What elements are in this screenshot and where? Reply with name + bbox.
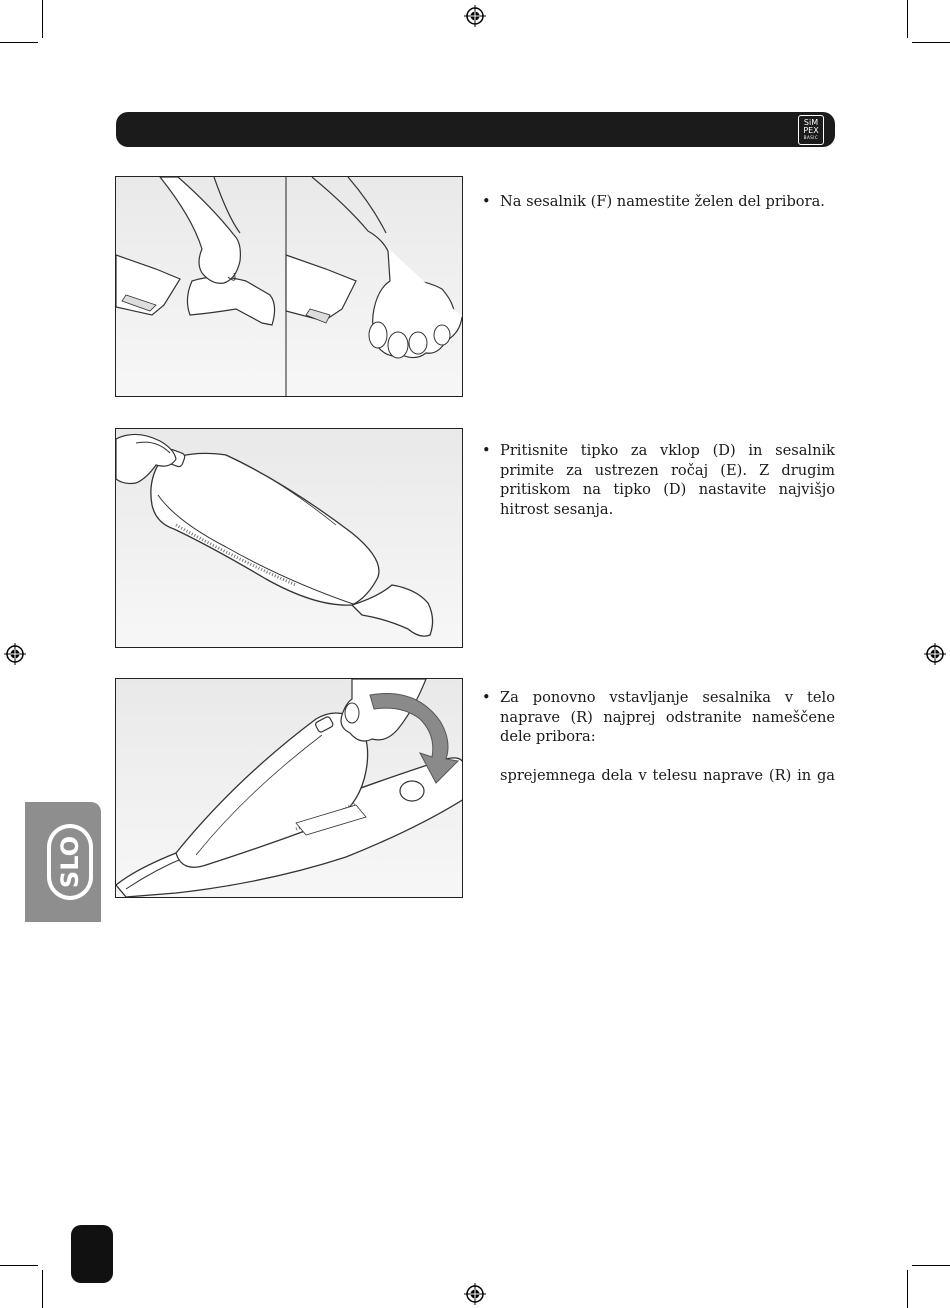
illustration-insert-into-base: [116, 679, 463, 898]
step-3-continuation: [482, 766, 835, 786]
logo-line-2: PEX: [803, 126, 819, 135]
logo-line-1: SiM: [803, 118, 819, 127]
bullet-icon: •: [482, 442, 491, 459]
figure-attach-accessory: [115, 176, 463, 397]
figure-power-button: [115, 428, 463, 648]
illustration-attach-accessory: [116, 177, 463, 397]
crop-mark-bl-h: [0, 1265, 38, 1266]
crop-mark-tr-v: [907, 0, 908, 38]
registration-mark-icon: [464, 1283, 486, 1305]
registration-mark-icon: [464, 5, 486, 27]
step-1-text: [482, 192, 835, 212]
language-badge: [45, 822, 95, 902]
registration-mark-icon: [4, 643, 26, 665]
step-2-text: [482, 441, 835, 519]
step-3-body-line-2: sprejemnega dela v telesu naprave (R) in ga: [500, 767, 835, 784]
step-3-body-line-1: Za ponovno vstavljanje sesalnika v telo naprave (R) najprej odstranite nameščene dele pribora:: [500, 689, 835, 745]
illustration-power-button: [116, 429, 463, 648]
language-code: SLO: [56, 835, 84, 889]
brand-logo: [798, 115, 824, 145]
registration-mark-icon: [924, 643, 946, 665]
crop-mark-br-h: [912, 1265, 950, 1266]
crop-mark-bl-v: [42, 1270, 43, 1308]
page-number-tab: [71, 1225, 113, 1283]
crop-mark-br-v: [907, 1270, 908, 1308]
step-2-body: Pritisnite tipko za vklop (D) in sesalnik primite za ustrezen ročaj (E). Z drugim pritiskom na tipko (D) nastavite najvišjo hitrost sesanja.: [500, 442, 835, 518]
crop-mark-tl-v: [42, 0, 43, 38]
step-3-text: [482, 688, 835, 747]
header-bar: [116, 112, 835, 147]
crop-mark-tl-h: [0, 42, 38, 43]
logo-line-3: BASIC: [803, 135, 819, 140]
bullet-icon: •: [482, 689, 491, 706]
crop-mark-tr-h: [912, 42, 950, 43]
bullet-icon: •: [482, 193, 491, 210]
figure-insert-into-base: [115, 678, 463, 898]
step-1-body: Na sesalnik (F) namestite želen del pribora.: [500, 193, 825, 210]
